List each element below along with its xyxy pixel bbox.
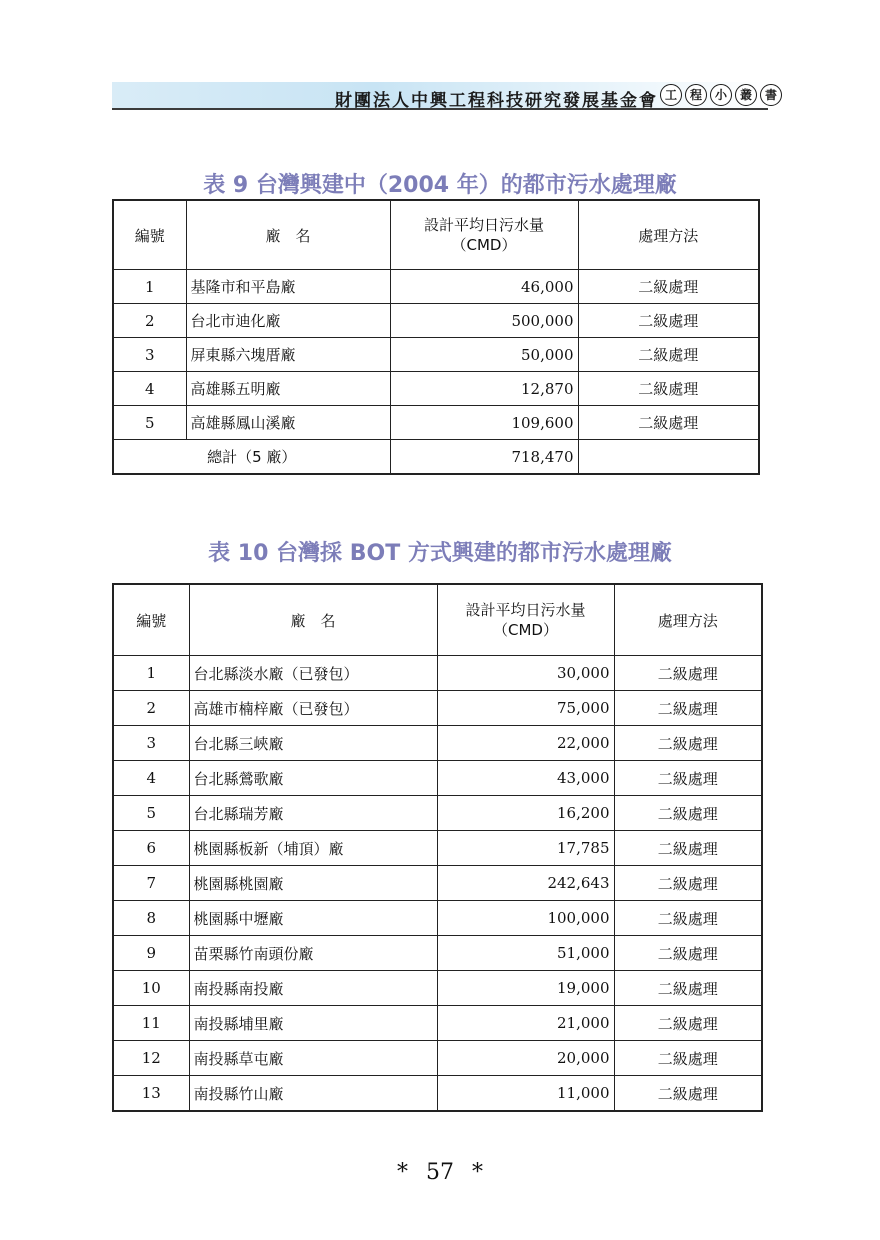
header-method: 處理方法 [578, 200, 759, 270]
treatment-method: 二級處理 [614, 936, 762, 971]
plant-name: 台北縣瑞芳廠 [189, 796, 437, 831]
table-9 [112, 199, 760, 475]
header-capacity [437, 584, 614, 656]
plant-name: 高雄縣鳳山溪廠 [186, 406, 390, 440]
star-right: * [472, 1160, 483, 1185]
total-capacity: 718,470 [390, 440, 578, 475]
row-number: 4 [113, 761, 189, 796]
row-number: 9 [113, 936, 189, 971]
total-row [113, 440, 759, 475]
series-char: 程 [685, 84, 707, 106]
table-10-body [113, 656, 762, 1112]
treatment-method: 二級處理 [614, 1076, 762, 1112]
plant-name: 南投縣草屯廠 [189, 1041, 437, 1076]
table-row [113, 338, 759, 372]
plant-name: 屏東縣六塊厝廠 [186, 338, 390, 372]
capacity-value: 109,600 [390, 406, 578, 440]
total-label: 總計（5 廠） [113, 440, 390, 475]
capacity-value: 11,000 [437, 1076, 614, 1112]
table-row [113, 901, 762, 936]
series-badge [660, 84, 782, 106]
plant-name: 高雄市楠梓廠（已發包） [189, 691, 437, 726]
row-number: 8 [113, 901, 189, 936]
plant-name: 台北市迪化廠 [186, 304, 390, 338]
capacity-value: 46,000 [390, 270, 578, 304]
table-header-row [113, 584, 762, 656]
header-capacity-line2: （CMD） [493, 621, 558, 639]
row-number: 11 [113, 1006, 189, 1041]
table-row [113, 406, 759, 440]
row-number: 3 [113, 726, 189, 761]
header-capacity-line1: 設計平均日污水量 [423, 216, 544, 234]
capacity-value: 12,870 [390, 372, 578, 406]
capacity-value: 30,000 [437, 656, 614, 691]
row-number: 5 [113, 796, 189, 831]
table-9-title: 表 9 台灣興建中（2004 年）的都市污水處理廠 [203, 173, 677, 198]
row-number: 3 [113, 338, 186, 372]
page-number-line [0, 1160, 880, 1185]
table-row [113, 796, 762, 831]
treatment-method: 二級處理 [614, 831, 762, 866]
table-row [113, 372, 759, 406]
table-row [113, 726, 762, 761]
table-row [113, 1041, 762, 1076]
series-char: 工 [660, 84, 682, 106]
capacity-value: 242,643 [437, 866, 614, 901]
capacity-value: 17,785 [437, 831, 614, 866]
table-row [113, 656, 762, 691]
row-number: 12 [113, 1041, 189, 1076]
plant-name: 桃園縣桃園廠 [189, 866, 437, 901]
capacity-value: 16,200 [437, 796, 614, 831]
organization-name: 財團法人中興工程科技研究發展基金會 [335, 91, 658, 111]
table-row [113, 691, 762, 726]
capacity-value: 43,000 [437, 761, 614, 796]
plant-name: 台北縣三峽廠 [189, 726, 437, 761]
plant-name: 高雄縣五明廠 [186, 372, 390, 406]
treatment-method: 二級處理 [614, 866, 762, 901]
row-number: 5 [113, 406, 186, 440]
page-number: 57 [426, 1160, 454, 1185]
header-method: 處理方法 [614, 584, 762, 656]
row-number: 6 [113, 831, 189, 866]
table-row [113, 761, 762, 796]
header-capacity-line1: 設計平均日污水量 [465, 601, 586, 619]
star-left: * [397, 1160, 408, 1185]
treatment-method: 二級處理 [614, 796, 762, 831]
capacity-value: 75,000 [437, 691, 614, 726]
table-row [113, 270, 759, 304]
table-10-title: 表 10 台灣採 BOT 方式興建的都市污水處理廠 [208, 541, 672, 566]
capacity-value: 51,000 [437, 936, 614, 971]
treatment-method: 二級處理 [578, 406, 759, 440]
header-name: 廠 名 [189, 584, 437, 656]
capacity-value: 50,000 [390, 338, 578, 372]
capacity-value: 500,000 [390, 304, 578, 338]
table-row [113, 831, 762, 866]
plant-name: 南投縣竹山廠 [189, 1076, 437, 1112]
header-name: 廠 名 [186, 200, 390, 270]
treatment-method: 二級處理 [614, 901, 762, 936]
treatment-method: 二級處理 [614, 1041, 762, 1076]
capacity-value: 22,000 [437, 726, 614, 761]
capacity-value: 100,000 [437, 901, 614, 936]
header-capacity-line2: （CMD） [451, 236, 517, 254]
table-header-row [113, 200, 759, 270]
capacity-value: 20,000 [437, 1041, 614, 1076]
row-number: 7 [113, 866, 189, 901]
capacity-value: 19,000 [437, 971, 614, 1006]
plant-name: 南投縣埔里廠 [189, 1006, 437, 1041]
header-no: 編號 [113, 584, 189, 656]
row-number: 10 [113, 971, 189, 1006]
table-row [113, 866, 762, 901]
series-char: 叢 [735, 84, 757, 106]
table-row [113, 304, 759, 338]
row-number: 1 [113, 270, 186, 304]
plant-name: 南投縣南投廠 [189, 971, 437, 1006]
treatment-method: 二級處理 [614, 971, 762, 1006]
total-method-empty [578, 440, 759, 475]
row-number: 2 [113, 691, 189, 726]
table-row [113, 936, 762, 971]
treatment-method: 二級處理 [614, 761, 762, 796]
header-no: 編號 [113, 200, 186, 270]
treatment-method: 二級處理 [578, 270, 759, 304]
row-number: 1 [113, 656, 189, 691]
treatment-method: 二級處理 [614, 1006, 762, 1041]
series-char: 書 [760, 84, 782, 106]
plant-name: 苗栗縣竹南頭份廠 [189, 936, 437, 971]
table-10 [112, 583, 763, 1112]
row-number: 2 [113, 304, 186, 338]
header-capacity [390, 200, 578, 270]
capacity-value: 21,000 [437, 1006, 614, 1041]
table-row [113, 971, 762, 1006]
table-row [113, 1006, 762, 1041]
treatment-method: 二級處理 [614, 691, 762, 726]
plant-name: 基隆市和平島廠 [186, 270, 390, 304]
plant-name: 台北縣淡水廠（已發包） [189, 656, 437, 691]
plant-name: 桃園縣中壢廠 [189, 901, 437, 936]
treatment-method: 二級處理 [614, 656, 762, 691]
series-char: 小 [710, 84, 732, 106]
plant-name: 桃園縣板新（埔頂）廠 [189, 831, 437, 866]
treatment-method: 二級處理 [578, 338, 759, 372]
row-number: 13 [113, 1076, 189, 1112]
treatment-method: 二級處理 [578, 304, 759, 338]
treatment-method: 二級處理 [578, 372, 759, 406]
plant-name: 台北縣鶯歌廠 [189, 761, 437, 796]
row-number: 4 [113, 372, 186, 406]
table-row [113, 1076, 762, 1112]
treatment-method: 二級處理 [614, 726, 762, 761]
table-9-body [113, 270, 759, 475]
